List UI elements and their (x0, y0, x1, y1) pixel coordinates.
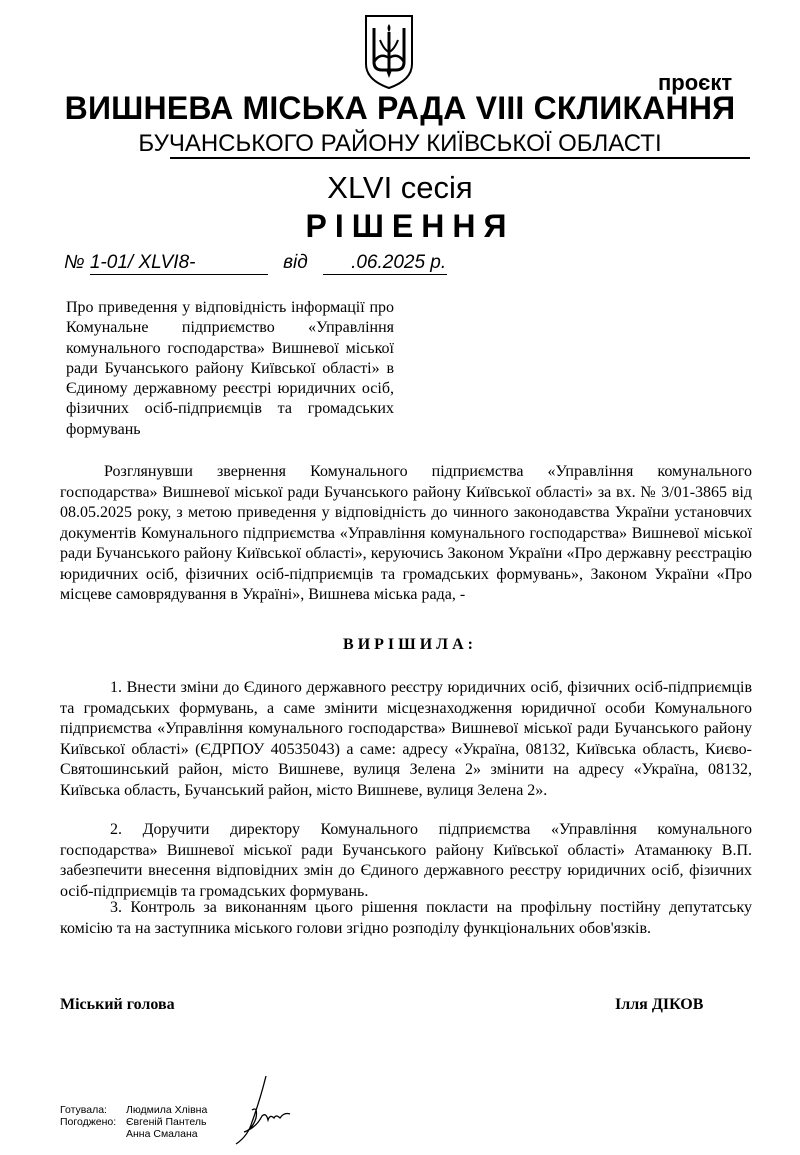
mayor-title: Міський голова (60, 996, 175, 1013)
decision-subject: Про приведення у відповідність інформації про Комунальне підприємство «Управління комунального господарства» Вишневої міської ради Бучанського району Київської області» в Єдиному державному реєстрі юридичних осіб, фізичних осіб-підприємців та громадських формувань (66, 299, 394, 438)
district-subtitle: БУЧАНСЬКОГО РАЙОНУ КИЇВСЬКОЇ ОБЛАСТІ (138, 130, 662, 157)
date-label: від (283, 252, 308, 273)
agreed-label: Погоджено: (60, 1116, 117, 1128)
council-title: ВИШНЕВА МІСЬКА РАДА VIII СКЛИКАННЯ (64, 90, 736, 126)
mayor-name: Ілля ДІКОВ (615, 996, 704, 1013)
document-type: РІШЕННЯ (305, 208, 515, 244)
prepared-label: Готувала: (60, 1104, 107, 1116)
preamble-paragraph: Розглянувши звернення Комунального підприємства «Управління комунального господарства» Вишневої міської ради Бучанського району Київської області» за вх. № 3/01-3865 від 08.05.2025 року, з метою приведення у відповідність до чинного законодавства України установчих документів Комунального підприємства «Управління комунального господарства» Вишневої міської ради Бучанського району Київської області», керуючись Законом України «Про державну реєстрацію юридичних осіб, фізичних осіб-підприємців та громадських формувань», Законом України «Про місцеве самоврядування в Україні», Вишнева міська рада, - (60, 463, 752, 603)
resolution-item-1: 1. Внести зміни до Єдиного державного реєстру юридичних осіб, фізичних осіб-підприємців та громадських формувань, а саме змінити місцезнаходження юридичної особи Комунального підприємства «Управління комунального господарства» Вишневої міської ради Бучанського району Київської області» (ЄДРПОУ 40535043) а саме: адресу «Україна, 08132, Київська область, Києво-Святошинський район, місто Вишневе, вулиця Зелена 2» змінити на адресу «Україна, 08132, Київська область, Бучанський район, місто Вишневе, вулиця Зелена 2». (60, 679, 752, 799)
header-divider (170, 157, 750, 159)
document-number: 1-01/ XLVI8- (90, 252, 268, 275)
document-date: .06.2025 р. (323, 252, 447, 275)
number-prefix: № (64, 252, 85, 273)
resolution-item-3: 3. Контроль за виконанням цього рішення покласти на профільну постійну депутатську комісію та на заступника міського голови згідно розподілу функціональних обов'язків. (60, 899, 752, 937)
approvals-block (60, 1104, 207, 1140)
session-title: XLVI сесія (327, 170, 473, 205)
draft-mark: проєкт (658, 70, 733, 95)
prepared-by: Людмила Хлівна (126, 1104, 208, 1116)
resolution-item-2: 2. Доручити директору Комунального підприємства «Управління комунального господарства» Вишневої міської ради Бучанського району Київської області» Атаманюку В.П. забезпечити внесення відповідних змін до Єдиного державного реєстру юридичних осіб, фізичних осіб-підприємців та громадських формувань. (60, 821, 752, 900)
resolved-heading: ВИРІШИЛА: (343, 636, 477, 653)
agreed-by-1: Євгеній Пантель (126, 1116, 207, 1128)
document-number-line (64, 252, 447, 275)
agreed-by-2: Анна Смалана (126, 1128, 198, 1140)
handwritten-signature (222, 1070, 302, 1150)
ukraine-trident-icon (360, 12, 418, 90)
